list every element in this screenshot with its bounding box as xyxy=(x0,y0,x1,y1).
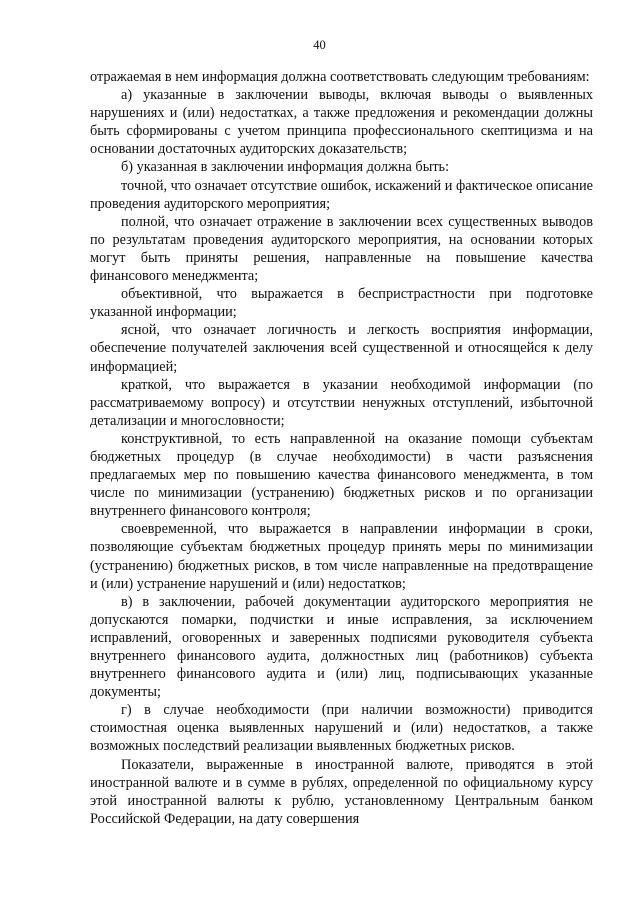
paragraph-brief: краткой, что выражается в указании необходимой информации (по рассматриваемому вопросу) и отсутствии ненужных отступлений, избыточной детализации и многословности; xyxy=(90,376,593,429)
paragraph-item-v: в) в заключении, рабочей документации аудиторского мероприятия не допускаются помарки, подчистки и иные исправления, за исключением исправлений, оговоренных и заверенных подписями руководителя субъекта внутреннего финансового аудита, должностных лиц (работников) субъекта внутреннего финансового аудита и (или) лиц, подписывающих указанные документы; xyxy=(90,593,593,701)
paragraph-continuation: отражаемая в нем информация должна соответствовать следующим требованиям: xyxy=(90,69,590,85)
paragraph-item-g: г) в случае необходимости (при наличии возможности) приводится стоимостная оценка выявленных нарушений и (или) недостатков, а также возможных последствий реализации выявленных бюджетных рисков. xyxy=(90,702,593,755)
paragraph-accurate: точной, что означает отсутствие ошибок, искажений и фактическое описание проведения аудиторского мероприятия; xyxy=(90,177,593,212)
paragraph-clear: ясной, что означает логичность и легкость восприятия информации, обеспечение получателей заключения всей существенной и относящейся к делу информацией; xyxy=(90,322,593,375)
paragraph-complete: полной, что означает отражение в заключении всех существенных выводов по результатам проведения аудиторского мероприятия, на основании которых могут быть приняты решения, направленные на повышение качества финансового менеджмента; xyxy=(90,213,593,285)
paragraph-objective: объективной, что выражается в беспристрастности при подготовке указанной информации; xyxy=(90,286,593,321)
page-number: 40 xyxy=(313,38,326,52)
paragraph-timely: своевременной, что выражается в направлении информации в сроки, позволяющие субъектам бюджетных процедур принять меры по минимизации (устранению) бюджетных рисков, в том числе направленные на предотвращение и (или) устранение нарушений и (или) недостатков; xyxy=(90,521,593,592)
paragraph-foreign-currency: Показатели, выраженные в иностранной валюте, приводятся в этой иностранной валюте и в сумме в рублях, определенной по официальному курсу этой иностранной валюты к рублю, установленному Центральным банком Российской Федерации, на дату совершения xyxy=(90,756,593,827)
paragraph-item-a: а) указанные в заключении выводы, включая выводы о выявленных нарушениях и (или) недостатках, а также предложения и рекомендации должны быть сформированы с учетом принципа профессионального скептицизма и на основании достаточных аудиторских доказательств; xyxy=(90,87,593,158)
document-body xyxy=(90,68,593,828)
paragraph-constructive: конструктивной, то есть направленной на оказание помощи субъектам бюджетных процедур (в случае необходимости) в части разъяснения предлагаемых мер по повышению качества финансового менеджмента, в том числе по минимизации (устранению) бюджетных рисков и по организации внутреннего финансового контроля; xyxy=(90,430,593,520)
paragraph-item-b: б) указанная в заключении информация должна быть: xyxy=(121,159,450,176)
